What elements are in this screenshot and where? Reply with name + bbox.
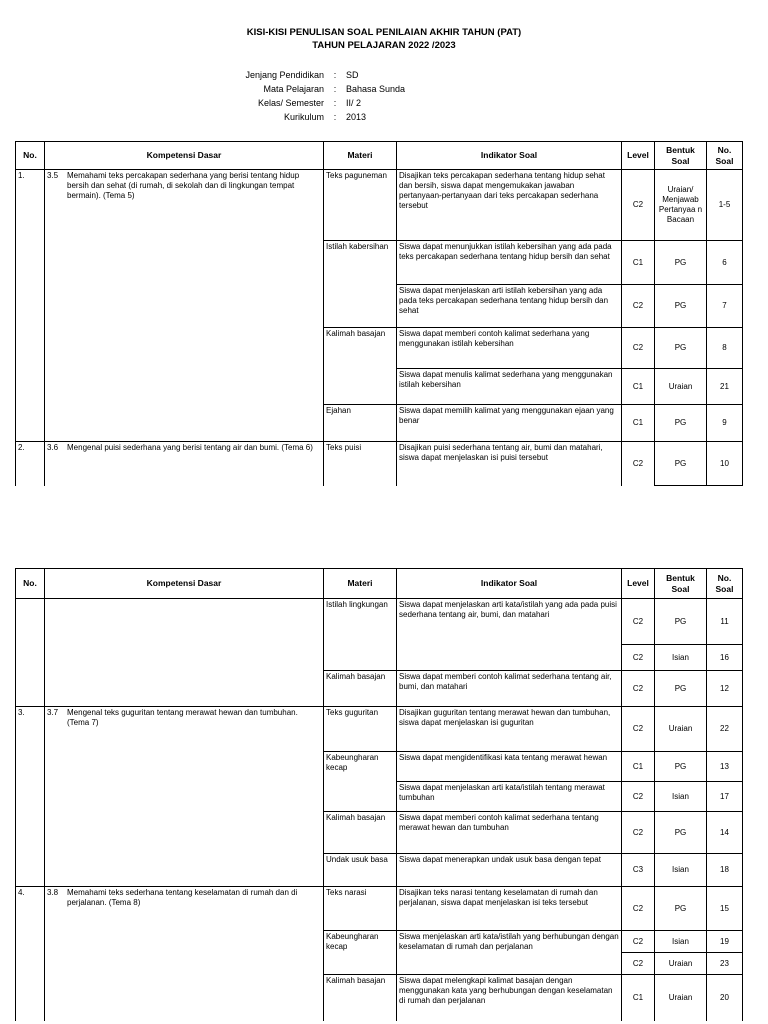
nosoal-cell: 23 [707, 953, 743, 975]
kd-number: 1. [16, 170, 45, 442]
col-header-bentuk: Bentuk Soal [655, 569, 707, 599]
indikator-cell: Siswa dapat menerapkan undak usuk basa dengan tepat [397, 854, 622, 887]
meta-row-kurikulum [200, 112, 506, 126]
bentuk-cell: Isian [655, 782, 707, 812]
bentuk-cell: Uraian [655, 707, 707, 752]
col-header-indikator: Indikator Soal [397, 142, 622, 170]
kd-text: Mengenal puisi sederhana yang berisi tentang air dan bumi. (Tema 6) [67, 443, 313, 452]
nosoal-cell: 6 [707, 241, 743, 285]
table-row [16, 599, 743, 645]
kd-code: 3.6 [47, 443, 59, 452]
table-row [16, 442, 743, 486]
col-header-level: Level [622, 569, 655, 599]
kisi-table-1 [15, 141, 743, 486]
bentuk-cell: Uraian [655, 975, 707, 1021]
table-header-row [16, 569, 743, 599]
indikator-cell: Siswa menjelaskan arti kata/istilah yang berhubungan dengan keselamatan di rumah dan perjalanan [397, 931, 622, 975]
document-title: KISI-KISI PENULISAN SOAL PENILAIAN AKHIR TAHUN (PAT) [246, 27, 522, 38]
level-cell: C2 [622, 671, 655, 707]
level-cell: C2 [622, 645, 655, 671]
table-header-row [16, 142, 743, 170]
nosoal-cell: 1-5 [707, 170, 743, 241]
indikator-cell: Siswa dapat memberi contoh kalimat sederhana yang menggunakan istilah kebersihan [397, 328, 622, 369]
table-row [16, 170, 743, 241]
level-cell: C2 [622, 285, 655, 328]
meta-colon: : [333, 70, 337, 80]
indikator-cell: Siswa dapat menjelaskan arti istilah kebersihan yang ada pada teks percakapan sederhana tentang hidup bersih dan sehat [397, 285, 622, 328]
kd-cell [45, 442, 324, 486]
materi-cell: Teks guguritan [324, 707, 397, 752]
col-header-kd: Kompetensi Dasar [45, 142, 324, 170]
col-header-kd: Kompetensi Dasar [45, 569, 324, 599]
kd-code: 3.7 [47, 708, 59, 717]
materi-cell: Teks puisi [324, 442, 397, 486]
nosoal-cell: 11 [707, 599, 743, 645]
nosoal-cell: 19 [707, 931, 743, 953]
meta-colon: : [333, 98, 337, 108]
materi-cell: Kabeungharan kecap [324, 931, 397, 975]
bentuk-cell: Isian [655, 645, 707, 671]
materi-cell: Kalimah basajan [324, 671, 397, 707]
bentuk-cell: Isian [655, 931, 707, 953]
meta-label: Jenjang Pendidikan [245, 70, 324, 80]
level-cell: C1 [622, 241, 655, 285]
level-cell: C2 [622, 442, 655, 486]
col-header-no: No. [16, 569, 45, 599]
col-header-nosoal: No. Soal [707, 142, 743, 170]
nosoal-cell: 21 [707, 369, 743, 405]
materi-cell: Kalimah basajan [324, 328, 397, 405]
meta-row-jenjang [200, 70, 506, 84]
meta-value: SD [346, 70, 359, 80]
meta-value: Bahasa Sunda [346, 84, 406, 94]
col-header-indikator: Indikator Soal [397, 569, 622, 599]
meta-label: Kurikulum [283, 112, 324, 122]
col-header-materi: Materi [324, 142, 397, 170]
indikator-cell: Siswa dapat menjelaskan arti kata/istilah tentang merawat tumbuhan [397, 782, 622, 812]
nosoal-cell: 22 [707, 707, 743, 752]
bentuk-cell: PG [655, 752, 707, 782]
materi-cell: Kalimah basajan [324, 812, 397, 854]
level-cell: C2 [622, 887, 655, 931]
materi-cell: Kabeungharan kecap [324, 752, 397, 812]
nosoal-cell: 10 [707, 442, 743, 486]
materi-cell: Istilah kabersihan [324, 241, 397, 328]
nosoal-cell: 14 [707, 812, 743, 854]
level-cell: C2 [622, 812, 655, 854]
indikator-cell: Siswa dapat mengidentifikasi kata tentang merawat hewan [397, 752, 622, 782]
level-cell: C1 [622, 752, 655, 782]
kd-number: 3. [16, 707, 45, 887]
nosoal-cell: 12 [707, 671, 743, 707]
indikator-cell: Siswa dapat menulis kalimat sederhana yang menggunakan istilah kebersihan [397, 369, 622, 405]
materi-cell: Ejahan [324, 405, 397, 442]
nosoal-cell: 17 [707, 782, 743, 812]
kd-cell [45, 887, 324, 1021]
col-header-level: Level [622, 142, 655, 170]
bentuk-cell: PG [655, 328, 707, 369]
bentuk-cell: PG [655, 442, 707, 486]
kd-code: 3.5 [47, 171, 59, 180]
bentuk-cell: PG [655, 671, 707, 707]
bentuk-cell: Uraian [655, 369, 707, 405]
materi-cell: Undak usuk basa [324, 854, 397, 887]
indikator-cell: Siswa dapat memberi contoh kalimat sederhana tentang air, bumi, dan matahari [397, 671, 622, 707]
meta-colon: : [333, 84, 337, 94]
level-cell: C2 [622, 953, 655, 975]
bentuk-cell: PG [655, 241, 707, 285]
col-header-nosoal: No. Soal [707, 569, 743, 599]
meta-label: Kelas/ Semester [257, 98, 324, 108]
bentuk-cell: Isian [655, 854, 707, 887]
indikator-cell: Disajikan guguritan tentang merawat hewan dan tumbuhan, siswa dapat menjelaskan isi guguritan [397, 707, 622, 752]
meta-row-mapel [200, 84, 506, 98]
table-row [16, 707, 743, 752]
nosoal-cell: 8 [707, 328, 743, 369]
level-cell: C2 [622, 599, 655, 645]
indikator-cell: Disajikan teks percakapan sederhana tentang hidup sehat dan bersih, siswa dapat mengemukakan jawaban pertanyaan-pertanyaan dari teks percakapan sederhana tersebut [397, 170, 622, 241]
indikator-cell: Siswa dapat memilih kalimat yang menggunakan ejaan yang benar [397, 405, 622, 442]
bentuk-cell: PG [655, 405, 707, 442]
kd-code: 3.8 [47, 888, 59, 897]
indikator-cell: Siswa dapat memberi contoh kalimat sederhana tentang merawat hewan dan tumbuhan [397, 812, 622, 854]
indikator-cell: Disajikan puisi sederhana tentang air, bumi dan matahari, siswa dapat menjelaskan isi puisi tersebut [397, 442, 622, 486]
nosoal-cell: 15 [707, 887, 743, 931]
level-cell: C2 [622, 170, 655, 241]
kd-text: Memahami teks sederhana tentang keselamatan di rumah dan di perjalanan. (Tema 8) [67, 888, 298, 907]
level-cell: C3 [622, 854, 655, 887]
bentuk-cell: PG [655, 887, 707, 931]
indikator-cell: Siswa dapat menunjukkan istilah kebersihan yang ada pada teks percakapan sederhana tentang hidup bersih dan sehat [397, 241, 622, 285]
level-cell: C2 [622, 931, 655, 953]
nosoal-cell: 13 [707, 752, 743, 782]
kd-number-continued [16, 599, 45, 707]
kd-number: 2. [16, 442, 45, 486]
kd-number: 4. [16, 887, 45, 1021]
col-header-no: No. [16, 142, 45, 170]
materi-cell: Teks narasi [324, 887, 397, 931]
meta-row-kelas [200, 98, 506, 112]
nosoal-cell: 20 [707, 975, 743, 1021]
level-cell: C2 [622, 707, 655, 752]
meta-colon: : [333, 112, 337, 122]
meta-value: 2013 [346, 112, 367, 122]
nosoal-cell: 16 [707, 645, 743, 671]
table-row [16, 887, 743, 931]
level-cell: C1 [622, 405, 655, 442]
materi-cell: Istilah lingkungan [324, 599, 397, 671]
indikator-cell: Disajikan teks narasi tentang keselamatan di rumah dan perjalanan, siswa dapat menjelaskan isi teks tersebut [397, 887, 622, 931]
nosoal-cell: 7 [707, 285, 743, 328]
bentuk-cell: PG [655, 812, 707, 854]
level-cell: C2 [622, 782, 655, 812]
level-cell: C2 [622, 328, 655, 369]
bentuk-cell: Uraian/ Menjawab Pertanyaa n Bacaan [655, 170, 707, 241]
indikator-cell: Siswa dapat melengkapi kalimat basajan dengan menggunakan kata yang berhubungan dengan keselamatan di rumah dan perjalanan [397, 975, 622, 1021]
document-meta [200, 70, 506, 126]
kd-text: Mengenal teks guguritan tentang merawat hewan dan tumbuhan. (Tema 7) [67, 708, 298, 727]
meta-label: Mata Pelajaran [263, 84, 324, 94]
materi-cell: Teks paguneman [324, 170, 397, 241]
nosoal-cell: 18 [707, 854, 743, 887]
document-subtitle: TAHUN PELAJARAN 2022 /2023 [312, 40, 456, 51]
bentuk-cell: PG [655, 599, 707, 645]
indikator-cell: Siswa dapat menjelaskan arti kata/istilah yang ada pada puisi sederhana tentang air, bumi, dan matahari [397, 599, 622, 671]
col-header-materi: Materi [324, 569, 397, 599]
kd-cell-continued [45, 599, 324, 707]
bentuk-cell: PG [655, 285, 707, 328]
kd-cell [45, 170, 324, 442]
kd-cell [45, 707, 324, 887]
meta-value: II/ 2 [346, 98, 362, 108]
bentuk-cell: Uraian [655, 953, 707, 975]
kisi-table-2 [15, 568, 743, 1021]
nosoal-cell: 9 [707, 405, 743, 442]
materi-cell: Kalimah basajan [324, 975, 397, 1021]
kd-text: Memahami teks percakapan sederhana yang berisi tentang hidup bersih dan sehat (di rumah, di sekolah dan di lingkungan tempat bermain). (Tema 5) [67, 171, 300, 200]
level-cell: C1 [622, 369, 655, 405]
level-cell: C1 [622, 975, 655, 1021]
col-header-bentuk: Bentuk Soal [655, 142, 707, 170]
